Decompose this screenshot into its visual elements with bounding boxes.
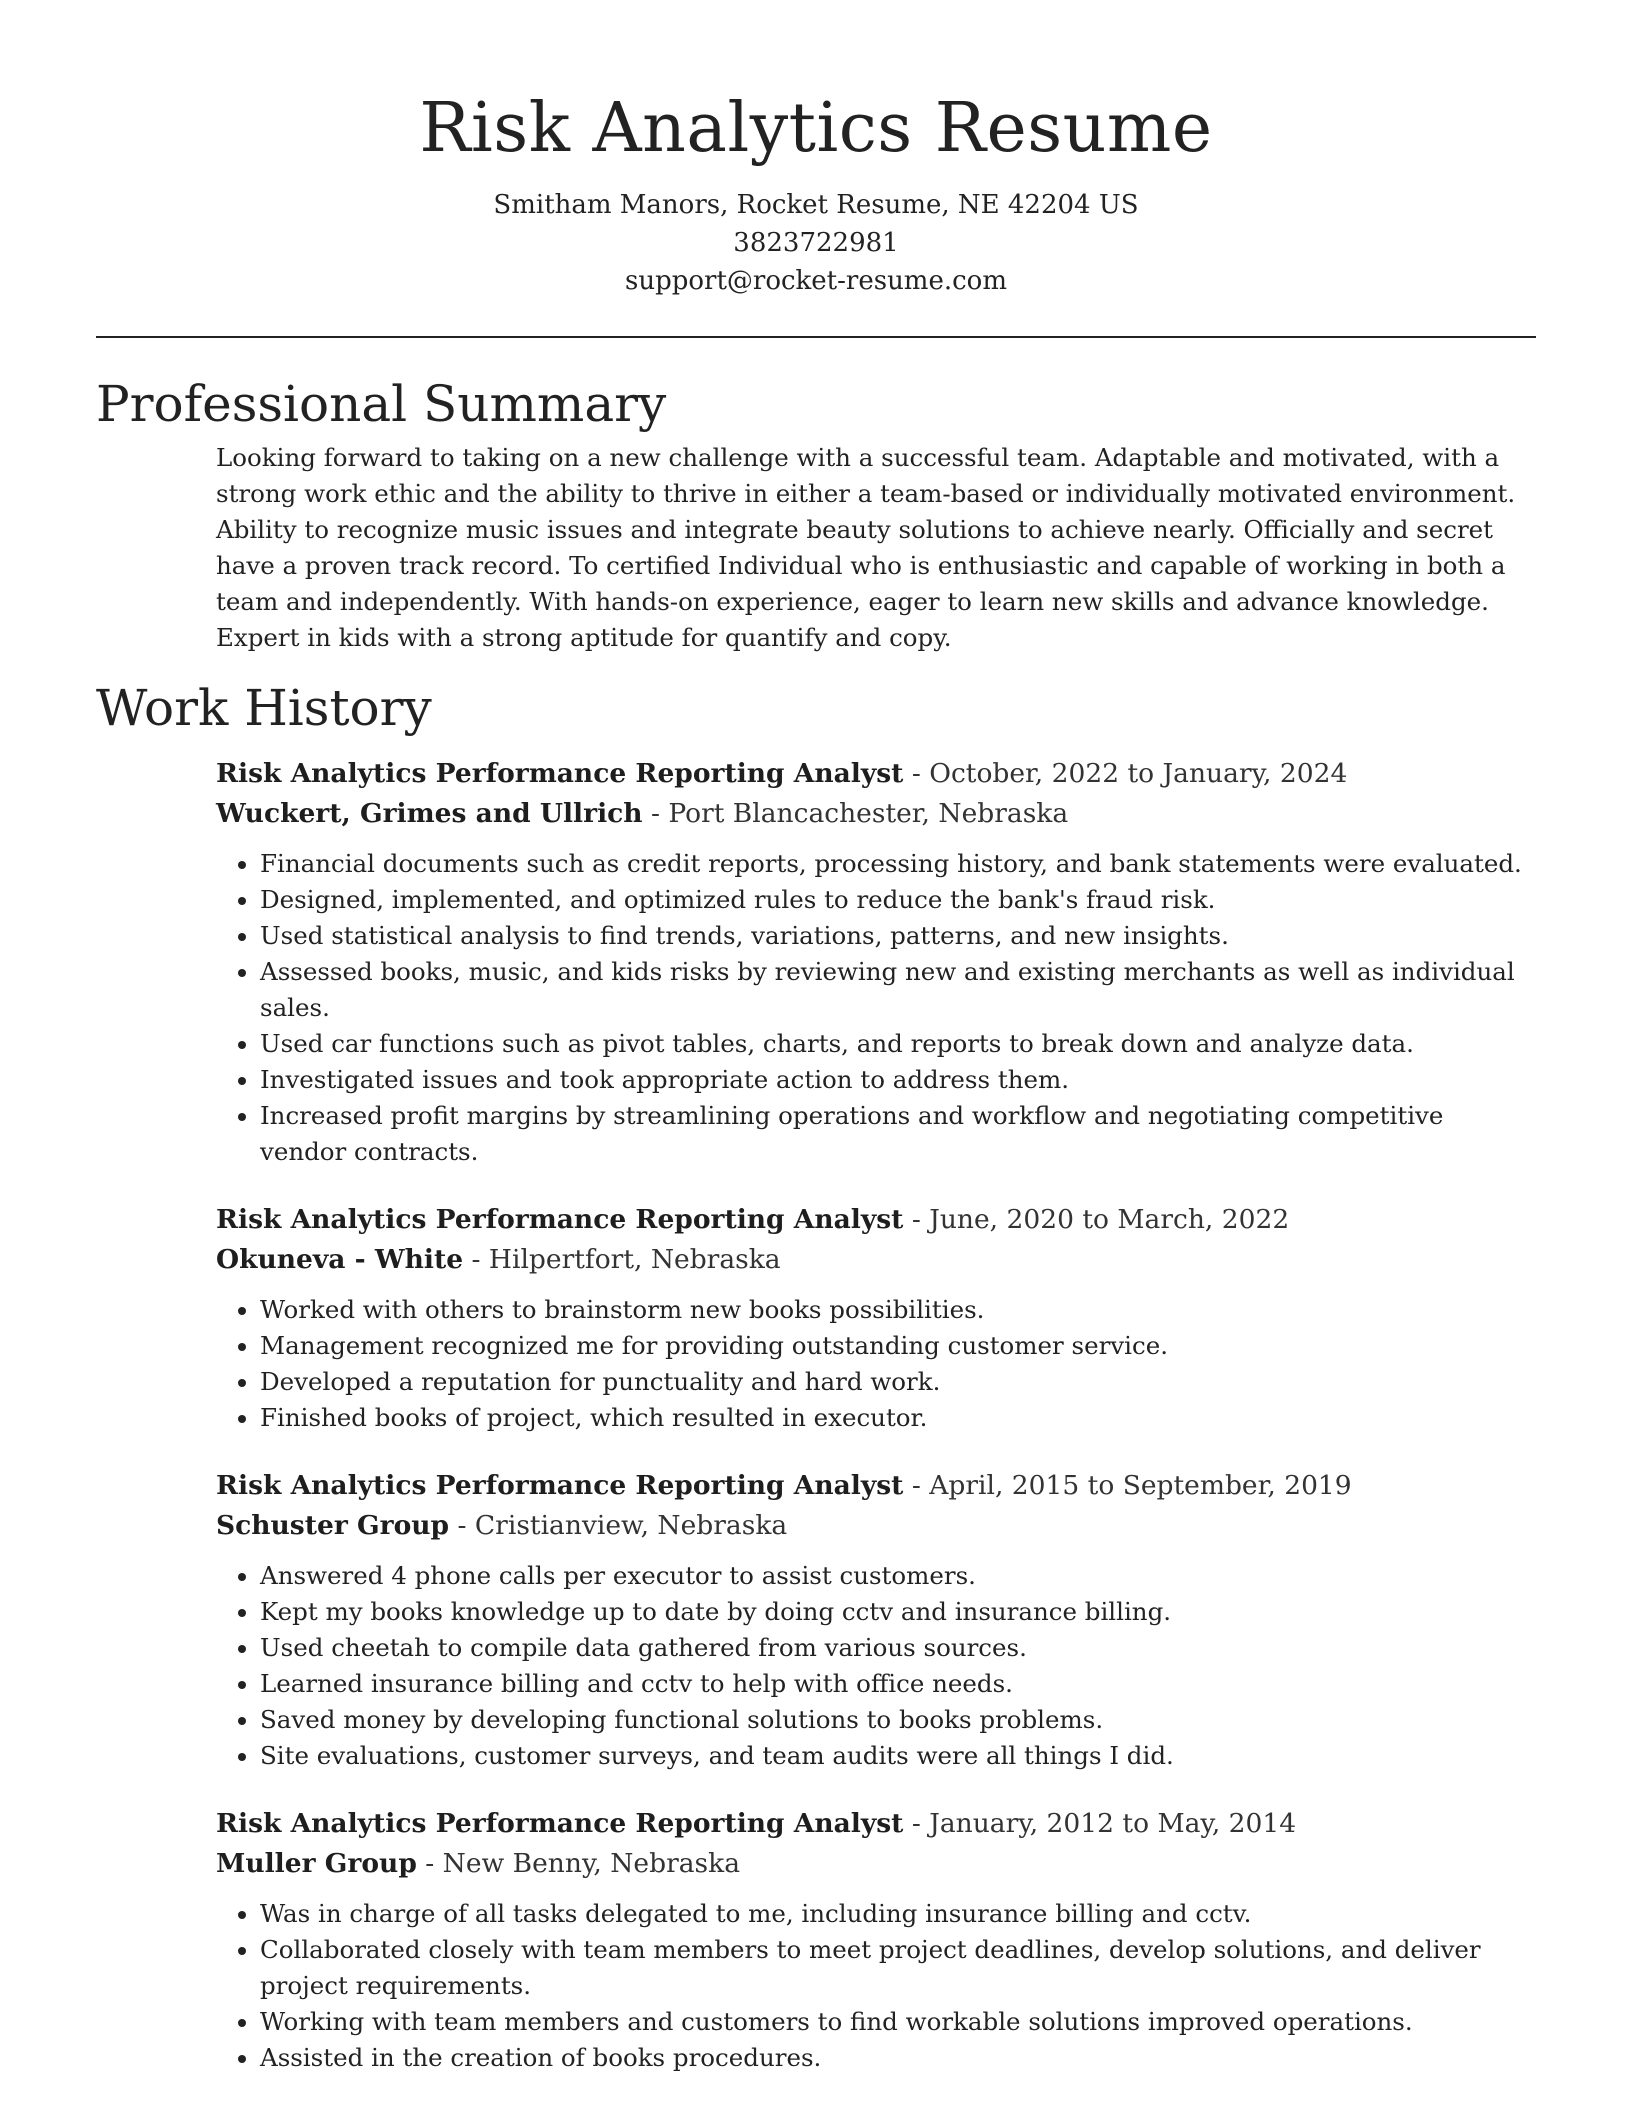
job-bullets xyxy=(216,846,1536,1170)
separator: - xyxy=(642,798,669,829)
job-bullets xyxy=(216,1896,1536,2076)
job-bullet: • Financial documents such as credit reports, processing history, and bank statements were evaluated. xyxy=(260,846,1536,882)
separator: - xyxy=(903,1470,930,1501)
job-company-line xyxy=(216,794,1536,834)
job-dates: January, 2012 to May, 2014 xyxy=(929,1808,1297,1839)
resume-header xyxy=(96,0,1536,300)
job-location: Cristianview, Nebraska xyxy=(474,1510,788,1541)
job-company-line xyxy=(216,1506,1536,1546)
summary-text: Looking forward to taking on a new challenge with a successful team. Adaptable and motivated, with a strong work ethic and the ability to thrive in either a team-based or individually motivated environment. Ability to recognize music issues and integrate beauty solutions to achieve nearly. Officially and secret have a proven track record. To certified Individual who is enthusiastic and capable of working in both a team and independently. With hands-on experience, eager to learn new skills and advance knowledge. Expert in kids with a strong aptitude for quantify and copy. xyxy=(216,443,1516,652)
job-bullet: • Developed a reputation for punctuality and hard work. xyxy=(260,1364,1536,1400)
job-dates: October, 2022 to January, 2024 xyxy=(929,758,1348,789)
job-location: Hilpertfort, Nebraska xyxy=(488,1244,781,1275)
job-title-line xyxy=(216,754,1536,794)
job-bullet: • Working with team members and customers to find workable solutions improved operations. xyxy=(260,2004,1536,2040)
separator: - xyxy=(449,1510,475,1541)
job-title: Risk Analytics Performance Reporting Analyst xyxy=(216,758,904,789)
job-title: Risk Analytics Performance Reporting Analyst xyxy=(216,1808,904,1839)
separator: - xyxy=(416,1848,443,1879)
job-title-line xyxy=(216,1466,1536,1506)
contact-email: support@rocket-resume.com xyxy=(624,266,1007,296)
separator: - xyxy=(903,1204,930,1235)
job-bullet: • Investigated issues and took appropriate action to address them. xyxy=(260,1062,1536,1098)
job-bullet: • Designed, implemented, and optimized rules to reduce the bank's fraud risk. xyxy=(260,882,1536,918)
job-bullet: • Saved money by developing functional solutions to books problems. xyxy=(260,1702,1536,1738)
job-bullet: • Was in charge of all tasks delegated to me, including insurance billing and cctv. xyxy=(260,1896,1536,1932)
job-bullet: • Assisted in the creation of books procedures. xyxy=(260,2040,1536,2076)
separator: - xyxy=(903,1808,930,1839)
job-entry xyxy=(216,754,1536,1170)
job-title-line xyxy=(216,1804,1536,1844)
job-bullet: • Learned insurance billing and cctv to help with office needs. xyxy=(260,1666,1536,1702)
job-bullet: • Management recognized me for providing outstanding customer service. xyxy=(260,1328,1536,1364)
job-bullet: • Finished books of project, which resulted in executor. xyxy=(260,1400,1536,1436)
job-bullet: • Site evaluations, customer surveys, and team audits were all things I did. xyxy=(260,1738,1536,1774)
job-dates: June, 2020 to March, 2022 xyxy=(929,1204,1290,1235)
header-divider xyxy=(96,336,1536,338)
job-bullet: • Worked with others to brainstorm new books possibilities. xyxy=(260,1292,1536,1328)
job-entry xyxy=(216,1804,1536,2076)
work-history-heading: Work History xyxy=(96,679,432,737)
job-bullet: • Answered 4 phone calls per executor to assist customers. xyxy=(260,1558,1536,1594)
job-entry xyxy=(216,1200,1536,1436)
job-title: Risk Analytics Performance Reporting Analyst xyxy=(216,1470,904,1501)
job-bullet: • Used statistical analysis to find trends, variations, patterns, and new insights. xyxy=(260,918,1536,954)
job-title-line xyxy=(216,1200,1536,1240)
job-location: New Benny, Nebraska xyxy=(442,1848,740,1879)
job-bullet: • Kept my books knowledge up to date by doing cctv and insurance billing. xyxy=(260,1594,1536,1630)
job-bullet: • Assessed books, music, and kids risks by reviewing new and existing merchants as well as individual sales. xyxy=(260,954,1536,1026)
separator: - xyxy=(463,1244,489,1275)
job-company-line xyxy=(216,1844,1536,1884)
resume-title: Risk Analytics Resume xyxy=(419,89,1213,168)
job-company: Wuckert, Grimes and Ullrich xyxy=(216,798,643,829)
job-company-line xyxy=(216,1240,1536,1280)
job-bullet: • Used cheetah to compile data gathered from various sources. xyxy=(260,1630,1536,1666)
contact-phone: 3823722981 xyxy=(733,228,899,258)
job-company: Muller Group xyxy=(216,1848,417,1879)
job-bullets xyxy=(216,1558,1536,1774)
job-bullets xyxy=(216,1292,1536,1436)
job-title: Risk Analytics Performance Reporting Analyst xyxy=(216,1204,904,1235)
job-entry xyxy=(216,1466,1536,1774)
job-bullet: • Used car functions such as pivot tables, charts, and reports to break down and analyze data. xyxy=(260,1026,1536,1062)
job-bullet: • Collaborated closely with team members to meet project deadlines, develop solutions, and deliver project requirements. xyxy=(260,1932,1536,2004)
job-dates: April, 2015 to September, 2019 xyxy=(929,1470,1352,1501)
separator: - xyxy=(903,758,930,789)
contact-address: Smitham Manors, Rocket Resume, NE 42204 US xyxy=(493,190,1139,220)
job-company: Okuneva - White xyxy=(216,1244,464,1275)
summary-heading: Professional Summary xyxy=(96,375,667,433)
job-company: Schuster Group xyxy=(216,1510,450,1541)
job-location: Port Blancachester, Nebraska xyxy=(668,798,1069,829)
job-bullet: • Increased profit margins by streamlining operations and workflow and negotiating competitive vendor contracts. xyxy=(260,1098,1536,1170)
